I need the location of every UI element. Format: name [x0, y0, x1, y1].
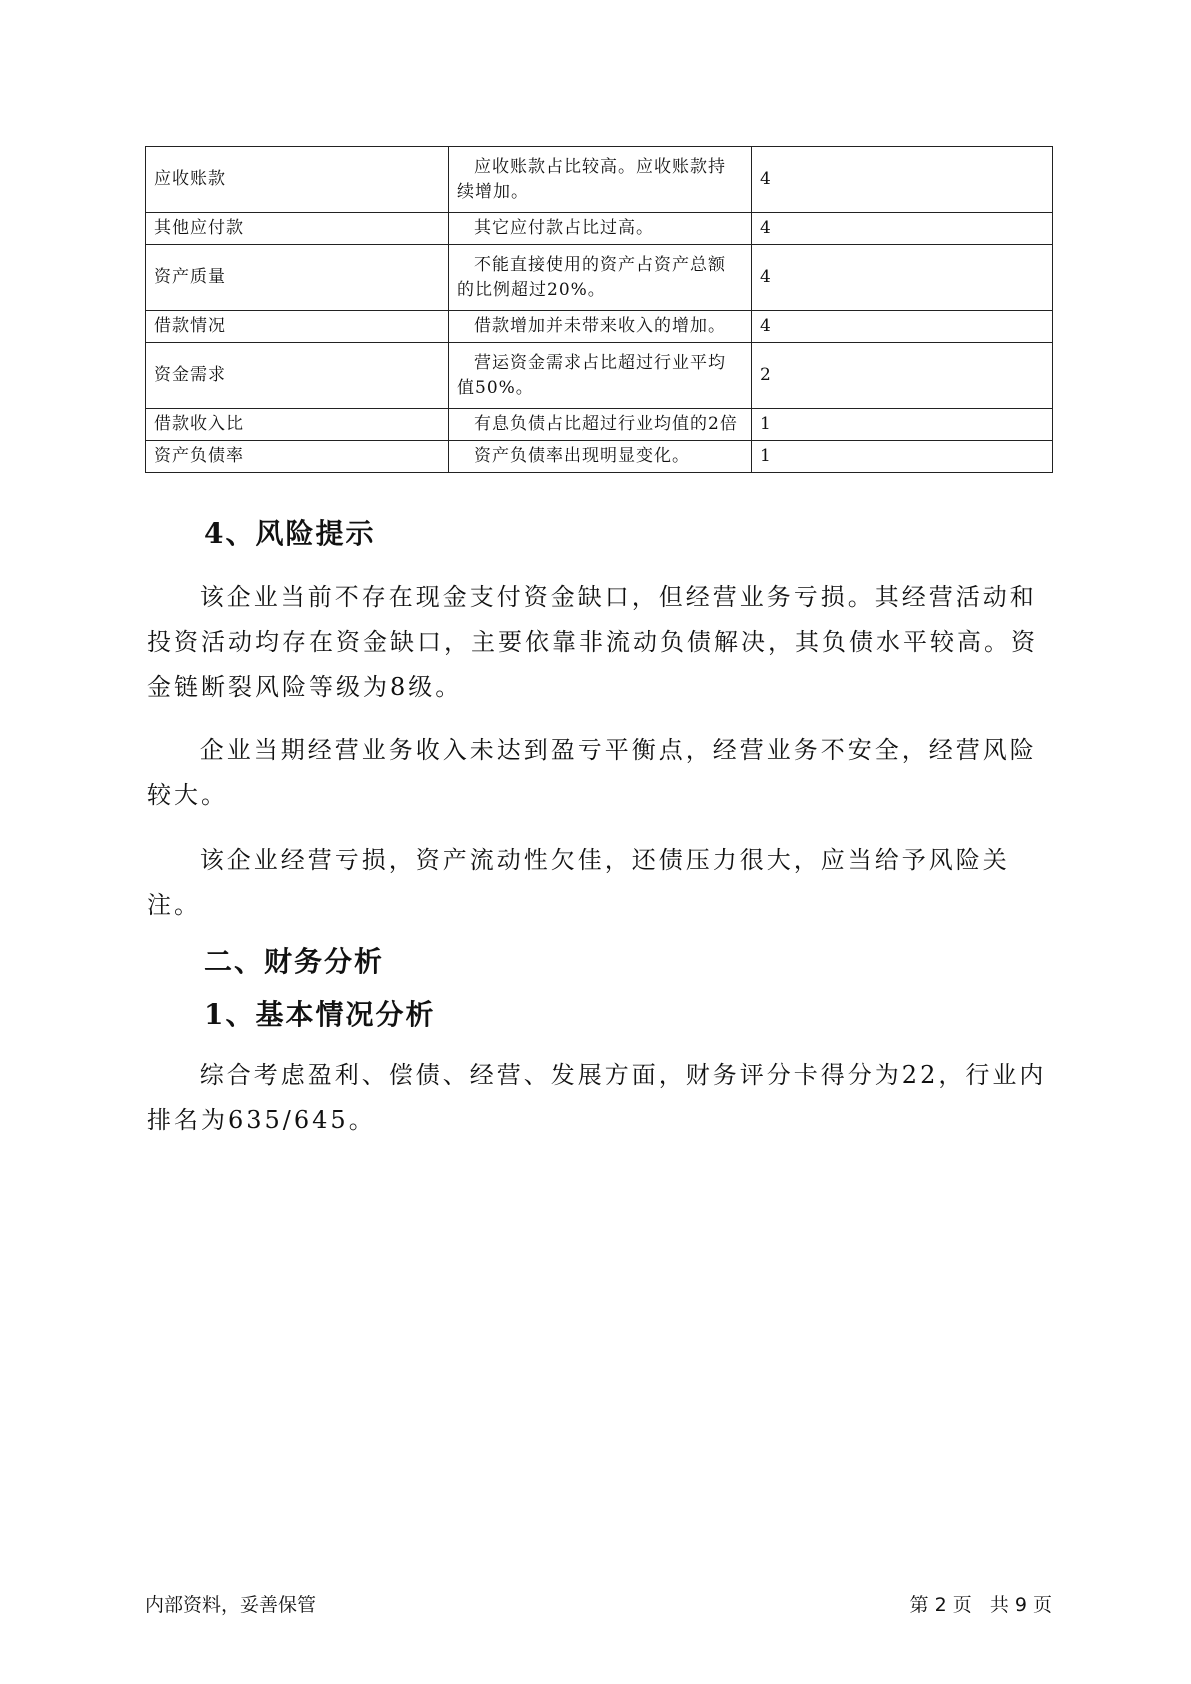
indicator-name: 应收账款: [146, 147, 449, 213]
indicator-name: 其他应付款: [146, 213, 449, 245]
table-row: [146, 441, 1053, 473]
table-row: [146, 311, 1053, 343]
risk-paragraph-3: 该企业经营亏损，资产流动性欠佳，还债压力很大，应当给予风险关注。: [147, 846, 1010, 919]
table-row: [146, 213, 1053, 245]
risk-paragraph-1: 该企业当前不存在现金支付资金缺口，但经营业务亏损。其经营活动和投资活动均存在资金缺口，主要依靠非流动负债解决，其负债水平较高。资金链断裂风险等级为8级。: [147, 583, 1038, 701]
indicator-name: 借款收入比: [146, 409, 449, 441]
indicator-score: 1: [752, 409, 1053, 441]
indicator-score: 4: [752, 311, 1053, 343]
indicator-score: 4: [752, 213, 1053, 245]
table-row: [146, 245, 1053, 311]
indicator-description: 借款增加并未带来收入的增加。: [449, 311, 752, 343]
table-row: [146, 409, 1053, 441]
indicator-score: 2: [752, 343, 1053, 409]
basic-analysis-heading: 1、基本情况分析: [204, 998, 436, 1031]
indicator-score: 4: [752, 245, 1053, 311]
indicator-score: 4: [752, 147, 1053, 213]
table-row: [146, 147, 1053, 213]
risk-indicator-table: [145, 146, 1053, 473]
indicator-description: 其它应付款占比过高。: [449, 213, 752, 245]
finance-section-heading: 二、财务分析: [204, 945, 385, 978]
indicator-description: 不能直接使用的资产占资产总额的比例超过20%。: [449, 245, 752, 311]
indicator-name: 借款情况: [146, 311, 449, 343]
indicator-name: 资产负债率: [146, 441, 449, 473]
risk-paragraph-2: 企业当期经营业务收入未达到盈亏平衡点，经营业务不安全，经营风险较大。: [147, 736, 1037, 809]
indicator-score: 1: [752, 441, 1053, 473]
indicator-description: 有息负债占比超过行业均值的2倍: [449, 409, 752, 441]
indicator-description: 资产负债率出现明显变化。: [449, 441, 752, 473]
risk-section-heading: 4、风险提示: [204, 517, 376, 550]
footer-confidential-note: 内部资料，妥善保管: [145, 1594, 317, 1616]
footer-page-number: 第 2 页 共 9 页: [909, 1594, 1052, 1616]
indicator-name: 资金需求: [146, 343, 449, 409]
basic-analysis-paragraph: 综合考虑盈利、偿债、经营、发展方面，财务评分卡得分为22，行业内排名为635/645。: [147, 1061, 1047, 1134]
table-row: [146, 343, 1053, 409]
indicator-description: 应收账款占比较高。应收账款持续增加。: [449, 147, 752, 213]
indicator-description: 营运资金需求占比超过行业平均值50%。: [449, 343, 752, 409]
indicator-name: 资产质量: [146, 245, 449, 311]
